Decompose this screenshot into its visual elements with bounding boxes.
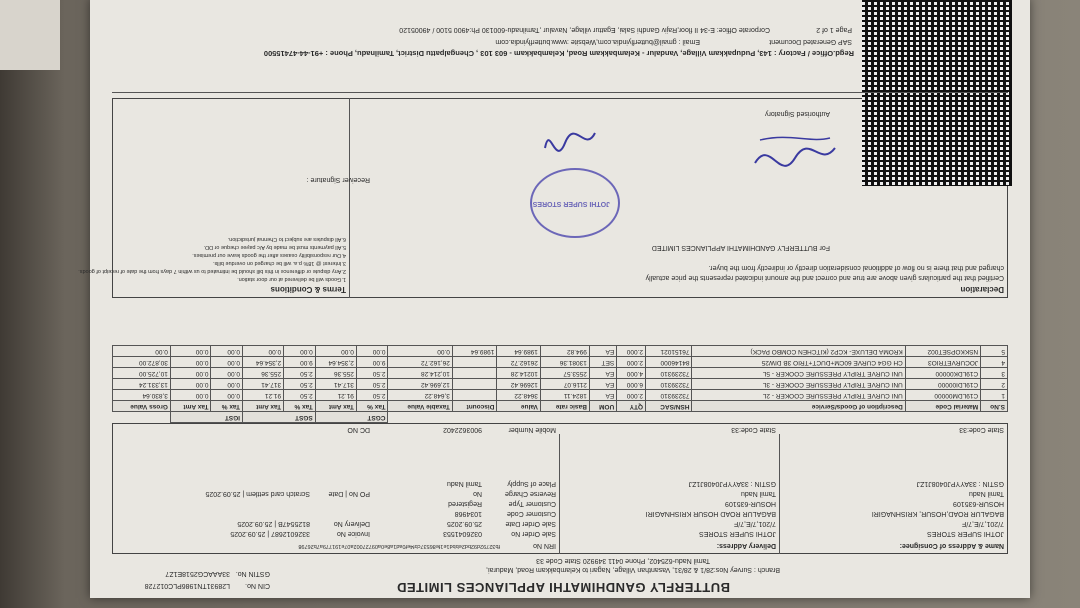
table-cell: 10,725.00 [113,368,171,379]
table-cell: 12696.42 [497,379,541,390]
cin-value: L28931TN1986PLC012728 [144,582,230,589]
table-cell: KROMA DELUXE- KCP2 (KITCHEN COMBO PACK) [692,346,905,357]
footer-divider [112,92,1008,93]
table-cell: 2.50 [284,368,316,379]
table-cell: 73239310 [646,390,692,401]
column-header: Taxable Value [388,401,452,412]
table-cell: 73239310 [646,379,692,390]
table-cell: 91.21 [315,390,356,401]
table-cell: 84146000 [646,357,692,368]
table-cell: EA [589,346,616,357]
table-cell: 2553.57 [540,368,589,379]
terms-line: 1.Goods will be delivered at our door station. [237,276,346,282]
table-cell: NSKKOPSET002 [905,346,980,357]
consignee-line: Tamil Nadu [968,490,1004,497]
order-field-label: Customer Type [508,500,556,507]
table-cell: UNI CURVE TRIPLY PRESSURE COOKER - 2L [692,390,905,401]
table-cell: 2,354.64 [315,357,356,368]
table-cell: 2 [981,379,1008,390]
table-cell: 0.00 [356,346,388,357]
delivery-gstin: GSTIN : 33AYYPJ0408J1ZJ [688,480,776,487]
table-cell: 3 [981,368,1008,379]
table-cell: 0.00 [113,346,171,357]
footer-corporate: Corporate Office: E-34 II floor,Rajiv Gandhi Salai, Egattur village, Navalur ,Tamilnadu-600130 Ph:4900 5100 / 49005120 [399,26,770,33]
table-cell: 2.50 [356,368,388,379]
column-header: Tax % [211,401,243,412]
irn-value: fb32792d92bd2ebbd1e1fe86537cbf4ef0ad1a8e0a09727002a07e191779a7b26798 [298,543,500,549]
table-cell: 10214.28 [497,368,541,379]
table-cell: 4.000 [617,368,646,379]
delivery-state-code: State Code:33 [731,426,776,433]
table-cell: 255.36 [315,368,356,379]
order-field-label: Reverse Charge [505,490,556,497]
order-field-label: Sale Order Date [505,520,556,527]
divider [349,98,350,298]
receiver-signature: Receiver Signature : [306,176,370,183]
declaration-text: charged and that there is no flow of additional consideration directly or indirectly from the buyer. [708,264,1004,271]
footer-sap: SAP Generated Document [769,38,852,45]
column-header: Tax Amt [243,401,284,412]
divider [779,434,780,554]
table-row [113,346,1008,357]
consignee-gstin: GSTIN : 33AYYPJ0408J1ZJ [916,480,1004,487]
branch-address-line2: Tamil Nadu-625402, Phone 0411 349920 State Code 33 [536,557,710,564]
table-row [113,390,1008,401]
consignee-line: HOSUR-635109 [953,500,1004,507]
column-header: HSN/SAC [646,401,692,412]
table-cell: 12,696.42 [388,379,452,390]
table-cell: 0.00 [211,390,243,401]
invoice-field-label: Delivery No [333,520,370,527]
gstin-value: 33AAACG2518E1Z7 [165,570,230,577]
company-name: BUTTERFLY GANDHIMATHI APPLIANCES LIMITED [396,580,730,595]
table-group-header-row [113,412,1008,423]
order-field-value: Registered [448,500,482,507]
branch-address: Branch : Survey Nos:28/1 & 28/31, Vasanthan Village, Nagari to Kelambakkam Road, Madurai, [486,566,780,573]
stamp-signature [540,113,600,158]
table-cell: JOCURVETRIO3 [905,357,980,368]
delivery-header: Delivery Address: [716,542,776,549]
table-cell [452,390,496,401]
column-header: Tax % [284,401,316,412]
terms-line: 6.All disputes are subject to Chennai jurisdiction. [227,236,346,242]
consignee-header: Name & Address of Consignee: [899,542,1004,549]
table-cell: 317.41 [243,379,284,390]
order-field-value: 1034968 [454,510,482,517]
table-cell: 3,830.64 [113,390,171,401]
table-cell: 2.000 [617,346,646,357]
table-body [113,346,1008,401]
for-company: For BUTTERFLY GANDHIMATHI APPLIANCES LIMITED [651,244,830,251]
table-cell: 26,162.72 [388,357,452,368]
consignee-line: JOTHI SUPER STORES [927,530,1004,537]
table-cell: 91.21 [243,390,284,401]
table-cell [452,368,496,379]
order-field-label: Customer Code [506,510,556,517]
table-cell: 1 [981,390,1008,401]
irn-label: IRN No [533,542,556,549]
declaration-text: Certified that the particulars given above are true and correct and the amount indicated represents the price actually [645,274,1004,281]
invoice-field-value: Scratch card settlem | 25.09.2025 [205,490,310,497]
order-field-value: 25.09.2025 [446,520,482,527]
table-cell: C19LDK00000 [905,368,980,379]
footer-email: Email : gmail@butterflyindia.com,Website :www.butterflyindia.com [495,38,700,45]
column-header: Tax Amt [315,401,356,412]
terms-line: 4.Our responsibility ceases after the goods leave our premises. [192,252,346,258]
invoice-field-value: 8125547B | 25.09.2025 [237,520,310,527]
table-row [113,368,1008,379]
sgst-header: SGST [243,412,316,423]
signature-scribble [750,128,840,178]
background-corner [0,0,60,70]
items-table [112,345,1008,423]
order-field-value: No [473,490,482,497]
table-cell: 0.00 [388,346,452,357]
table-cell: 76151021 [646,346,692,357]
table-cell: 1989.64 [497,346,541,357]
table-row [113,357,1008,368]
qr-code [862,0,1012,186]
declaration-header: Declaration [960,285,1004,294]
consignee-line: 7/201,7/E,7/F [961,520,1004,527]
table-cell: CH GG4 CURVE 60CM+DUCT+TRIO 3B DIW25 [692,357,905,368]
table-cell: 3648.22 [497,390,541,401]
table-cell: 0.00 [170,379,211,390]
table-cell: 1824.11 [540,390,589,401]
column-header: QTY [617,401,646,412]
table-cell: C19LDI00000 [905,379,980,390]
table-cell: 5 [981,346,1008,357]
table-cell: 26162.72 [497,357,541,368]
order-field-label: Place of Supply [507,480,556,487]
invoice-field-label: PO No | Date [328,490,370,497]
delivery-line: JOTHI SUPER STORES [699,530,776,537]
company-stamp [530,168,620,238]
invoice-field-label: Invoice No [336,530,370,537]
table-cell: 10,214.28 [388,368,452,379]
order-field-label: Mobile Number [508,426,556,433]
table-cell: 0.00 [211,368,243,379]
table-cell: 2.50 [356,390,388,401]
invoice-document [78,0,1030,598]
delivery-line: Tamil Nadu [740,490,776,497]
table-cell: 73239310 [646,368,692,379]
column-header: Gross Value [113,401,171,412]
table-cell: 2.50 [284,379,316,390]
column-header: Discount [452,401,496,412]
table-cell [452,357,496,368]
terms-line: 3.Interest @ 18% p.a. will be charged on overdue bills. [212,260,346,266]
table-cell: 2,354.64 [243,357,284,368]
footer-page: Page 1 of 2 [816,26,852,33]
table-cell: UNI CURVE TRIPLY PRESSURE COOKER - 5L [692,368,905,379]
column-header: Description of Goods/Service [692,401,905,412]
table-header-row [113,401,1008,412]
delivery-line: HOSUR-635109 [725,500,776,507]
terms-header: Terms & Conditions [270,285,346,294]
table-cell: 9.00 [356,357,388,368]
table-cell: 0.00 [243,346,284,357]
table-cell: 0.00 [315,346,356,357]
table-cell: 0.00 [211,379,243,390]
column-header: Tax % [356,401,388,412]
table-cell: 0.00 [211,357,243,368]
divider [559,434,560,554]
table-cell: 2.50 [356,379,388,390]
delivery-line: 7/201,7/E,7/F [733,520,776,527]
invoice-field-label: DC NO [347,426,370,433]
table-cell: 6.000 [617,379,646,390]
table-cell: 0.00 [170,368,211,379]
order-field-value: Tamil Nadu [446,480,482,487]
stamp-text: JOTHI SUPER STORES [532,200,610,207]
table-cell: 3,648.22 [388,390,452,401]
column-header: S.No [981,401,1008,412]
cgst-header: CGST [315,412,388,423]
consignee-line: BAGALUR ROAD,HOSUR, KRISHNAGIRI [871,510,1004,517]
table-cell: 13,331.24 [113,379,171,390]
igst-header: IGST [170,412,242,423]
table-cell: SET [589,357,616,368]
table-cell: 0.00 [170,357,211,368]
delivery-line: BAGALUR ROAD HOSUR KRISHNAGIRI [645,510,776,517]
table-cell: 0.00 [211,346,243,357]
table-cell: 4 [981,357,1008,368]
table-cell: 13081.36 [540,357,589,368]
table-cell: UNI CURVE TRIPLY PRESSURE COOKER - 3L [692,379,905,390]
column-header: Basic rate [540,401,589,412]
table-cell: 0.00 [170,346,211,357]
table-cell: 317.41 [315,379,356,390]
footer-regd-office: Regd.Office / Factory : 143, Pudupakkam Village, Vandalur - Kelambakkam Road, Kelambakkam - 603 103 , Chengalpattu District, Tamilnadu, Phone : +91-44-47415500 [263,49,854,58]
table-cell: 0.00 [170,390,211,401]
order-field-value: 9003622402 [443,426,482,433]
table-cell: EA [589,368,616,379]
table-row [113,379,1008,390]
table-cell [452,379,496,390]
order-field-value: 0326041553 [443,530,482,537]
terms-line: 2.Any dispute or difference in this bill should be intimated to us within 7 days from the date of receipt of goods. [78,268,346,274]
table-cell: 2.000 [617,390,646,401]
table-cell: C19LDM00000 [905,390,980,401]
table-cell: 1989.64 [452,346,496,357]
table-cell: 2.50 [284,390,316,401]
consignee-state-code: State Code:33 [959,426,1004,433]
table-cell: 255.36 [243,368,284,379]
authorised-signatory: Authorised Signatory [765,110,830,117]
table-cell: 30,872.00 [113,357,171,368]
terms-line: 5.All payments must be made by A/c payee cheque or DD. [203,244,346,250]
column-header: Value [497,401,541,412]
gstin-label: GSTIN No. [235,570,270,577]
table-cell: 0.00 [284,346,316,357]
table-cell: 2.000 [617,357,646,368]
column-header: UOM [589,401,616,412]
table-cell: 994.82 [540,346,589,357]
table-cell: 2116.07 [540,379,589,390]
column-header: Tax Amt [170,401,211,412]
order-field-label: Sale Order No [511,530,556,537]
table-cell: EA [589,379,616,390]
cin-label: CIN No. [245,582,270,589]
table-cell: EA [589,390,616,401]
table-cell: 9.00 [284,357,316,368]
column-header: Material Code [905,401,980,412]
invoice-field-value: 3326012687 | 25.09.2025 [230,530,310,537]
